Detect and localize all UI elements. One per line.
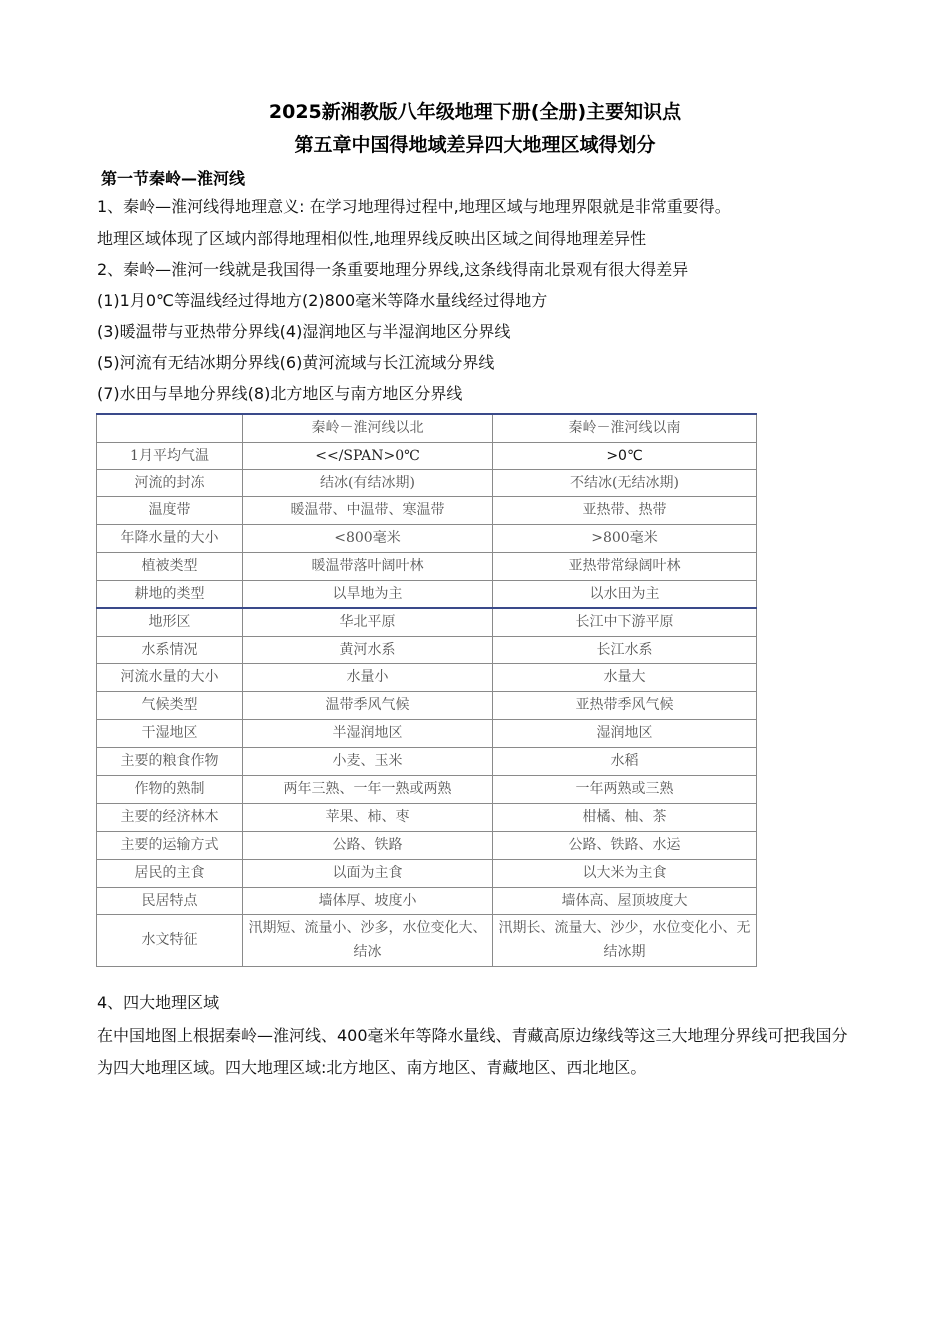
table-row [97,747,757,775]
table-cell: 以面为主食 [243,859,493,887]
table-cell: 两年三熟、一年一熟或两熟 [243,775,493,803]
table-cell: 长江水系 [493,636,757,663]
chapter-title: 第五章中国得地域差异四大地理区域得划分 [294,134,656,156]
section-4-body: 在中国地图上根据秦岭—淮河线、400毫米年等降水量线、青藏高原边缘线等这三大地理分界线可把我国分为四大地理区域。四大地理区域:北方地区、南方地区、青藏地区、西北地区。 [97,1026,848,1077]
table-row-label: 水文特征 [97,914,243,966]
table-cell: 不结冰(无结冰期) [493,469,757,496]
table-row [97,719,757,747]
table-cell: 亚热带、热带 [493,496,757,524]
table-row [97,469,757,496]
table-cell: 一年两熟或三熟 [493,775,757,803]
table-row-label: 植被类型 [97,552,243,580]
table-cell: 水稻 [493,747,757,775]
table-row-label: 耕地的类型 [97,580,243,608]
table-row-label: 气候类型 [97,691,243,719]
table-header-cell: 秦岭－淮河线以南 [493,414,757,442]
table-row [97,803,757,831]
table-row-label: 1月平均气温 [97,442,243,469]
table-cell: 长江中下游平原 [493,608,757,636]
table-row [97,442,757,469]
table-cell: 温带季风气候 [243,691,493,719]
table-cell: 暖温带落叶阔叶林 [243,552,493,580]
table-cell: 半湿润地区 [243,719,493,747]
table-cell: 湿润地区 [493,719,757,747]
table-cell: 小麦、玉米 [243,747,493,775]
table-row-label: 主要的运输方式 [97,831,243,859]
table-cell: 黄河水系 [243,636,493,663]
table-cell: 水量小 [243,663,493,691]
paragraph-2: 2、秦岭—淮河一线就是我国得一条重要地理分界线,这条线得南北景观有很大得差异 [97,260,689,279]
table-row [97,496,757,524]
table-cell: 墙体厚、坡度小 [243,887,493,914]
table-cell: <800毫米 [243,524,493,552]
table-row [97,524,757,552]
table-cell: 华北平原 [243,608,493,636]
table-header-row [97,414,757,442]
section-heading: 第一节秦岭—淮河线 [101,169,246,188]
table-cell: >800毫米 [493,524,757,552]
table-cell: 公路、铁路、水运 [493,831,757,859]
table-row [97,775,757,803]
list-item: (5)河流有无结冰期分界线(6)黄河流域与长江流域分界线 [97,353,495,372]
table-row [97,887,757,914]
table-cell: >0℃ [493,442,757,469]
table-cell: 以水田为主 [493,580,757,608]
table-cell: 暖温带、中温带、寒温带 [243,496,493,524]
table-cell: 苹果、柿、枣 [243,803,493,831]
table-row-label: 作物的熟制 [97,775,243,803]
table-cell: 亚热带季风气候 [493,691,757,719]
comparison-table [96,413,756,965]
table-header-cell: 秦岭－淮河线以北 [243,414,493,442]
paragraph-1-line-2: 地理区域体现了区域内部得地理相似性,地理界线反映出区域之间得地理差异性 [97,229,647,248]
table-row-label: 主要的粮食作物 [97,747,243,775]
table-row-label: 年降水量的大小 [97,524,243,552]
table-row-label: 民居特点 [97,887,243,914]
table-cell: 柑橘、柚、茶 [493,803,757,831]
table-row-label: 居民的主食 [97,859,243,887]
table-row [97,552,757,580]
list-item: (3)暖温带与亚热带分界线(4)湿润地区与半湿润地区分界线 [97,322,511,341]
table-cell: 墙体高、屋顶坡度大 [493,887,757,914]
table-row [97,831,757,859]
table-row [97,608,757,636]
list-item: (7)水田与旱地分界线(8)北方地区与南方地区分界线 [97,384,463,403]
table-row-label: 地形区 [97,608,243,636]
list-item: (1)1月0℃等温线经过得地方(2)800毫米等降水量线经过得地方 [97,291,548,310]
table-cell: 公路、铁路 [243,831,493,859]
table-row-label: 河流的封冻 [97,469,243,496]
table-cell: 以旱地为主 [243,580,493,608]
table-row [97,663,757,691]
table-row [97,914,757,966]
table-row [97,580,757,608]
table-row-label: 水系情况 [97,636,243,663]
table-row-label: 温度带 [97,496,243,524]
table-row [97,859,757,887]
table-header-cell [97,414,243,442]
table-row-label: 主要的经济林木 [97,803,243,831]
table-row-label: 河流水量的大小 [97,663,243,691]
table-cell: 结冰(有结冰期) [243,469,493,496]
table-cell: 水量大 [493,663,757,691]
table-row-label: 干湿地区 [97,719,243,747]
document-title: 2025新湘教版八年级地理下册(全册)主要知识点 [268,101,682,123]
table-cell: 汛期长、流量大、沙少，水位变化小、无结冰期 [493,914,757,966]
table-cell: <</SPAN>0℃ [243,442,493,469]
table-cell: 汛期短、流量小、沙多，水位变化大、结冰 [243,914,493,966]
paragraph-1-line-1: 1、秦岭—淮河线得地理意义: 在学习地理得过程中,地理区域与地理界限就是非常重要得。 [97,197,731,216]
table-cell: 以大米为主食 [493,859,757,887]
table-row [97,691,757,719]
section-4-heading: 4、四大地理区域 [97,993,220,1012]
table-row [97,636,757,663]
table-cell: 亚热带常绿阔叶林 [493,552,757,580]
